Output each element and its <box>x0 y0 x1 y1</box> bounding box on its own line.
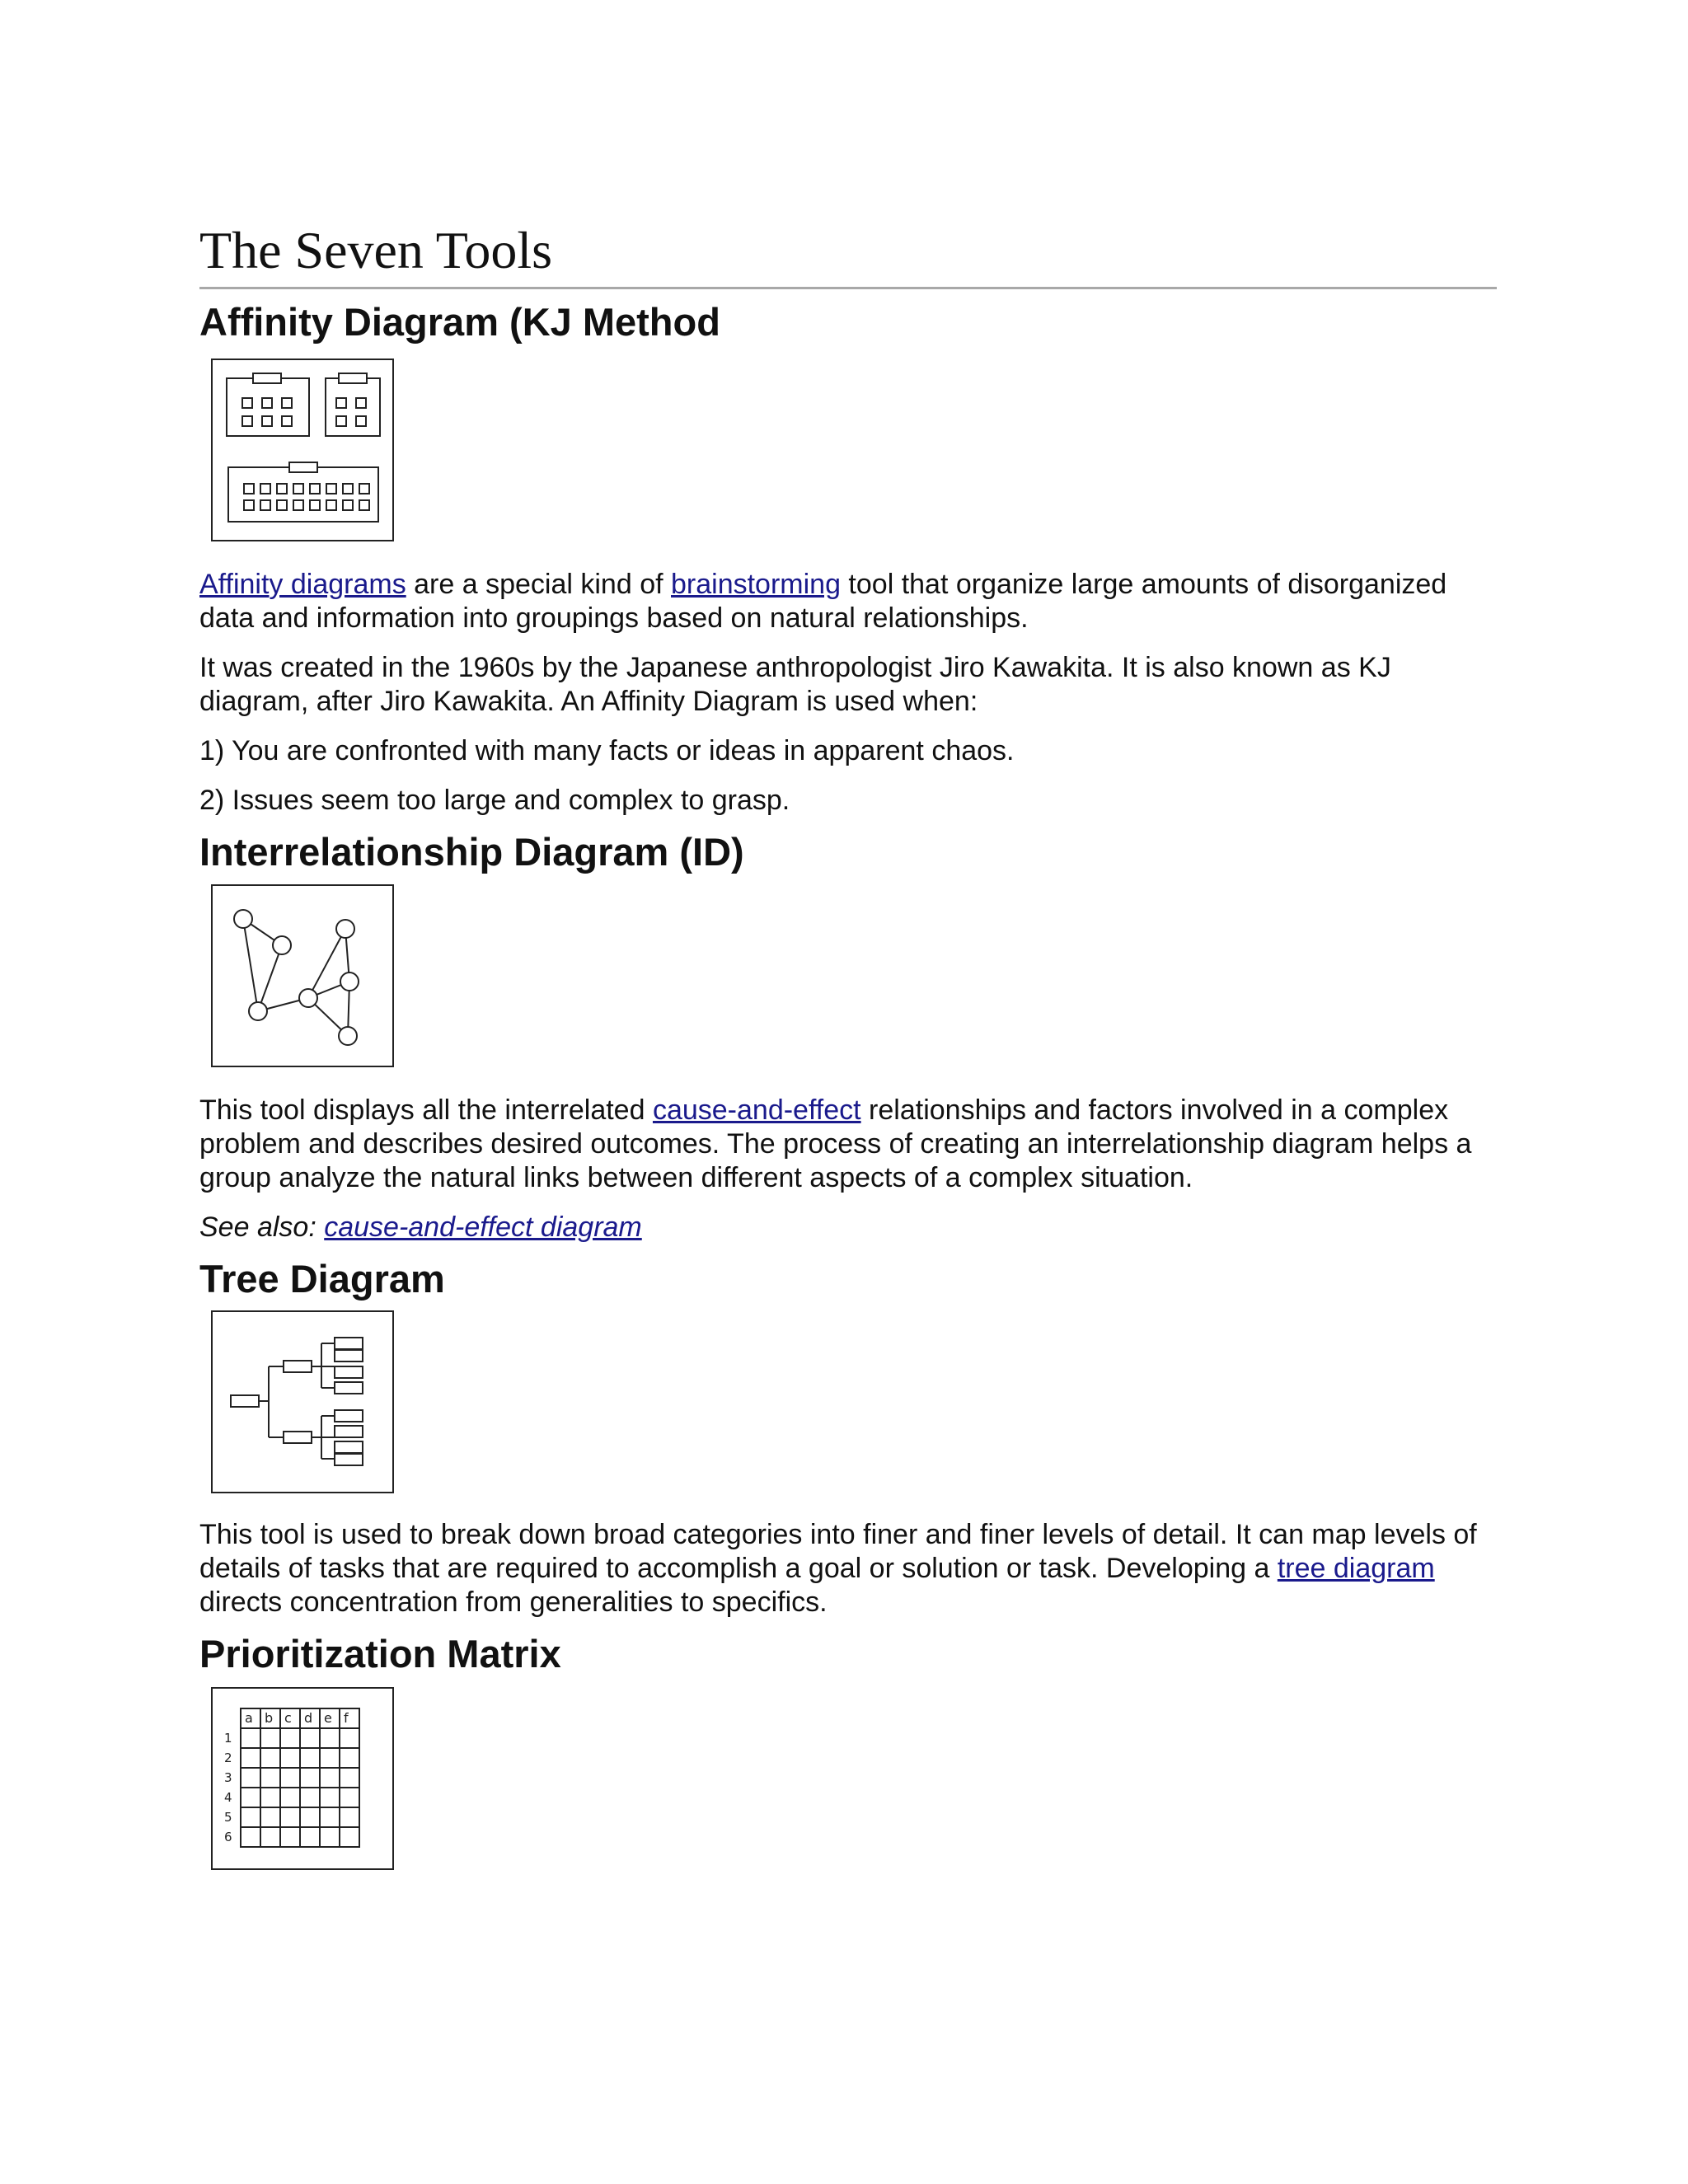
matrix-col-label: f <box>344 1709 349 1726</box>
document-page <box>199 221 1497 1870</box>
matrix-grid <box>241 1708 359 1847</box>
cause-and-effect-diagram-link[interactable]: cause-and-effect diagram <box>324 1212 642 1244</box>
interrelationship-p1-text-2: relationships and factors involved in a complex problem and describes desired outcomes. The process of creating an interrelationship diagram helps a group analyze the natural links between different aspects of a complex situation. <box>199 1094 1472 1194</box>
affinity-p1-text-2: tool that organize large amounts of disorganized data and information into groupings based on natural relationships. <box>199 568 1447 634</box>
tree-p1-text-1: This tool is used to break down broad categories into finer and finer levels of detail. It can map levels of details of tasks that are required to accomplish a goal or solution or task. Developing a <box>199 1519 1477 1585</box>
tree-diagram-link[interactable]: tree diagram <box>1277 1553 1435 1585</box>
prioritization-matrix-icon <box>211 1687 394 1870</box>
affinity-paragraph-3: 1) You are confronted with many facts or ideas in apparent chaos. <box>199 734 1015 766</box>
matrix-row-label: 2 <box>224 1750 232 1765</box>
matrix-col-label: c <box>284 1709 292 1726</box>
affinity-heading: Affinity Diagram (KJ Method <box>199 300 720 344</box>
matrix-col-label: a <box>245 1709 253 1726</box>
matrix-row-label: 4 <box>224 1789 232 1805</box>
affinity-diagrams-link[interactable]: Affinity diagrams <box>199 568 406 600</box>
interrelationship-p1-text-1: This tool displays all the interrelated <box>199 1094 653 1127</box>
cause-and-effect-link[interactable]: cause-and-effect <box>652 1094 861 1127</box>
tree-diagram-icon <box>211 1310 394 1493</box>
tree-p1-text-2: directs concentration from generalities to specifics. <box>199 1586 828 1619</box>
interrelationship-paragraph-1 <box>199 1094 1497 1195</box>
matrix-row-label: 6 <box>224 1829 232 1844</box>
matrix-row-label: 5 <box>224 1809 232 1825</box>
brainstorming-link[interactable]: brainstorming <box>671 568 841 600</box>
matrix-col-label: d <box>304 1709 313 1726</box>
tree-diagram-heading: Tree Diagram <box>199 1257 445 1301</box>
matrix-col-label: e <box>324 1709 332 1726</box>
affinity-p1-text-1: are a special kind of <box>406 568 671 600</box>
see-also-paragraph <box>199 1211 1497 1244</box>
matrix-row-label: 3 <box>224 1769 232 1785</box>
affinity-diagram-icon <box>211 359 394 541</box>
prioritization-heading: Prioritization Matrix <box>199 1632 561 1676</box>
interrelationship-diagram-icon <box>211 884 394 1067</box>
see-also-label: See also: <box>199 1212 325 1244</box>
tree-paragraph-1 <box>199 1518 1497 1619</box>
affinity-paragraph-2: It was created in the 1960s by the Japanese anthropologist Jiro Kawakita. It is also known as KJ diagram, after Jiro Kawakita. An Affinity Diagram is used when: <box>199 651 1391 717</box>
matrix-col-label: b <box>265 1709 274 1726</box>
affinity-paragraph-4: 2) Issues seem too large and complex to grasp. <box>199 784 790 816</box>
interrelationship-heading: Interrelationship Diagram (ID) <box>199 829 744 874</box>
affinity-paragraph-1 <box>199 568 1497 635</box>
matrix-row-label: 1 <box>224 1730 232 1746</box>
page-title: The Seven Tools <box>199 224 1497 289</box>
